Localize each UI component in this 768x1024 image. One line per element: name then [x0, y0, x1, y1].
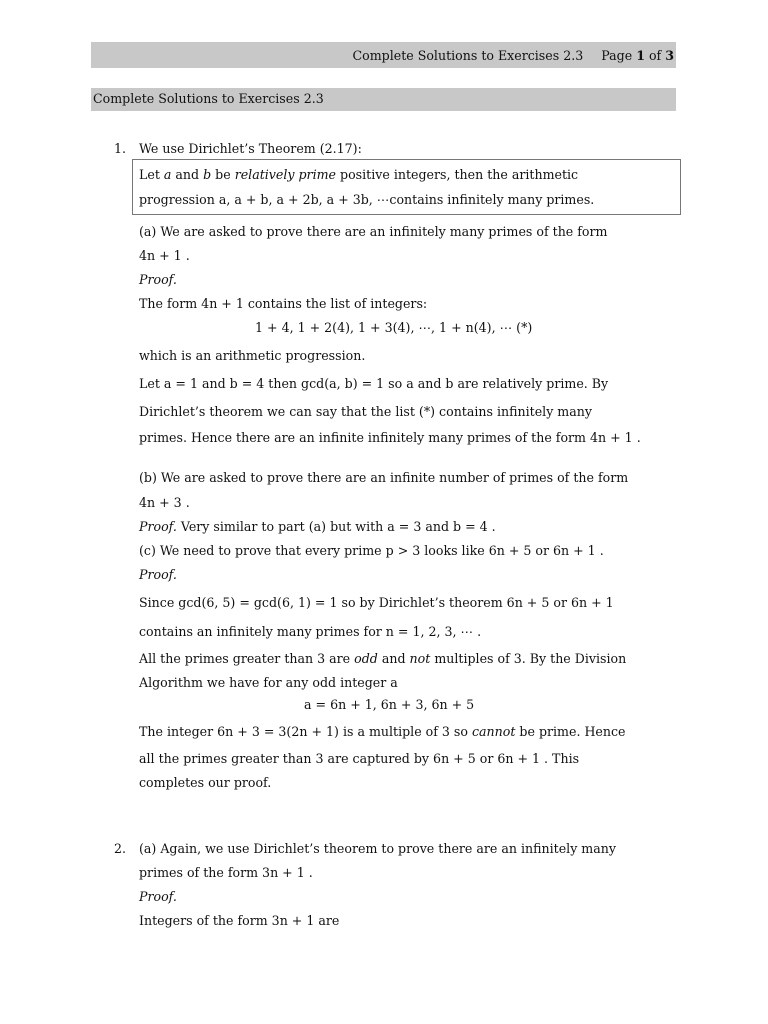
page-header — [91, 42, 676, 68]
q1b-proof-text: Very similar to part (a) but with a = 3 and b = 4 . — [176, 519, 496, 534]
q1a-line-7: primes. Hence there are an infinite infinitely many primes of the form 4n + 1 . — [139, 430, 641, 445]
q1c-line-8: completes our proof. — [139, 775, 272, 790]
theorem-text: Let — [139, 167, 164, 182]
q1a-line-1: (a) We are asked to prove there are an infinitely many primes of the form — [139, 224, 608, 239]
q1a-line-2: 4n + 1 . — [139, 248, 190, 263]
q1c-line-4 — [139, 651, 626, 666]
q1c-line-6 — [139, 724, 626, 739]
q1b-line-2: 4n + 3 . — [139, 495, 190, 510]
section-header — [91, 88, 676, 111]
q1c-text: All the primes greater than 3 are — [139, 651, 355, 666]
q1c-proof-label: Proof. — [139, 567, 177, 582]
theorem-line-1 — [139, 167, 578, 182]
q1c-line-1: (c) We need to prove that every prime p > 3 looks like 6n + 5 or 6n + 1 . — [139, 543, 604, 558]
theorem-text: and — [171, 167, 204, 182]
q1c-text: multiples of 3. By the Division — [430, 651, 627, 666]
q1a-line-5: Let a = 1 and b = 4 then gcd(a, b) = 1 so a and b are relatively prime. By — [139, 376, 609, 391]
header-title: Complete Solutions to Exercises 2.3 — [352, 48, 584, 63]
section-title: Complete Solutions to Exercises 2.3 — [93, 91, 324, 106]
q1c-line-7: all the primes greater than 3 are captured by 6n + 5 or 6n + 1 . This — [139, 751, 580, 766]
q1a-line-6: Dirichlet’s theorem we can say that the list (*) contains infinitely many — [139, 404, 592, 419]
theorem-var-b: b — [203, 167, 212, 182]
theorem-line-2: progression a, a + b, a + 2b, a + 3b, ⋯contains infinitely many primes. — [139, 192, 595, 207]
q2-number: 2. — [114, 841, 127, 856]
q1c-odd: odd — [354, 651, 378, 666]
q2-line-1: (a) Again, we use Dirichlet’s theorem to prove there are an infinitely many — [139, 841, 616, 856]
page-current: 1 — [636, 48, 645, 63]
q1-intro: We use Dirichlet’s Theorem (2.17): — [139, 141, 362, 156]
q1c-text: and — [377, 651, 410, 666]
page-header-text — [353, 48, 675, 63]
q1c-line-5: Algorithm we have for any odd integer a — [139, 675, 398, 690]
q2-line-2: primes of the form 3n + 1 . — [139, 865, 313, 880]
page-label: Page — [601, 48, 633, 63]
q2-line-3: Integers of the form 3n + 1 are — [139, 913, 340, 928]
q1c-text: The integer 6n + 3 = 3(2n + 1) is a multiple of 3 so — [139, 724, 472, 739]
page-total: 3 — [665, 48, 674, 63]
q1-number: 1. — [114, 141, 127, 156]
theorem-text: positive integers, then the arithmetic — [336, 167, 579, 182]
q1c-equation: a = 6n + 1, 6n + 3, 6n + 5 — [304, 697, 475, 712]
q1c-line-3: contains an infinitely many primes for n = 1, 2, 3, ⋯ . — [139, 624, 482, 639]
theorem-relatively-prime: relatively prime — [234, 167, 337, 182]
theorem-text: be — [211, 167, 235, 182]
q1a-line-3: The form 4n + 1 contains the list of integers: — [139, 296, 428, 311]
q1a-list-equation: 1 + 4, 1 + 2(4), 1 + 3(4), ⋯, 1 + n(4), ⋯ (*) — [255, 320, 533, 335]
q2-proof-label: Proof. — [139, 889, 177, 904]
theorem-var-a: a — [163, 167, 172, 182]
q1c-not: not — [409, 651, 431, 666]
q1b-line-3 — [139, 519, 496, 534]
q1b-proof-label: Proof. — [139, 519, 177, 534]
q1c-cannot: cannot — [471, 724, 516, 739]
q1c-text: be prime. Hence — [515, 724, 626, 739]
page-of: of — [648, 48, 662, 63]
q1a-line-4: which is an arithmetic progression. — [139, 348, 366, 363]
q1c-line-2: Since gcd(6, 5) = gcd(6, 1) = 1 so by Dirichlet’s theorem 6n + 5 or 6n + 1 — [139, 595, 614, 610]
q1a-proof-label: Proof. — [139, 272, 177, 287]
q1b-line-1: (b) We are asked to prove there are an infinite number of primes of the form — [139, 470, 629, 485]
